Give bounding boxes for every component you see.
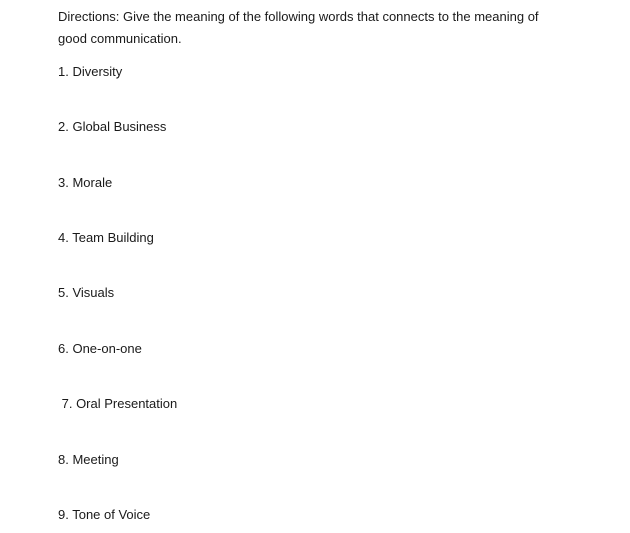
list-item-global-business: 2. Global Business <box>58 119 167 134</box>
list-item-tone-of-voice: 9. Tone of Voice <box>58 507 151 522</box>
directions-text: Directions: Give the meaning of the following words that connects to the meaning of good communication. <box>58 9 539 46</box>
list-item-team-building: 4. Team Building <box>58 230 154 245</box>
list-item-diversity: 1. Diversity <box>58 64 123 79</box>
list-item-oral-presentation: 7. Oral Presentation <box>58 396 178 411</box>
list-item-visuals: 5. Visuals <box>58 285 115 300</box>
list-item-meeting: 8. Meeting <box>58 452 119 467</box>
list-item-morale: 3. Morale <box>58 175 113 190</box>
list-item-one-on-one: 6. One-on-one <box>58 341 142 356</box>
